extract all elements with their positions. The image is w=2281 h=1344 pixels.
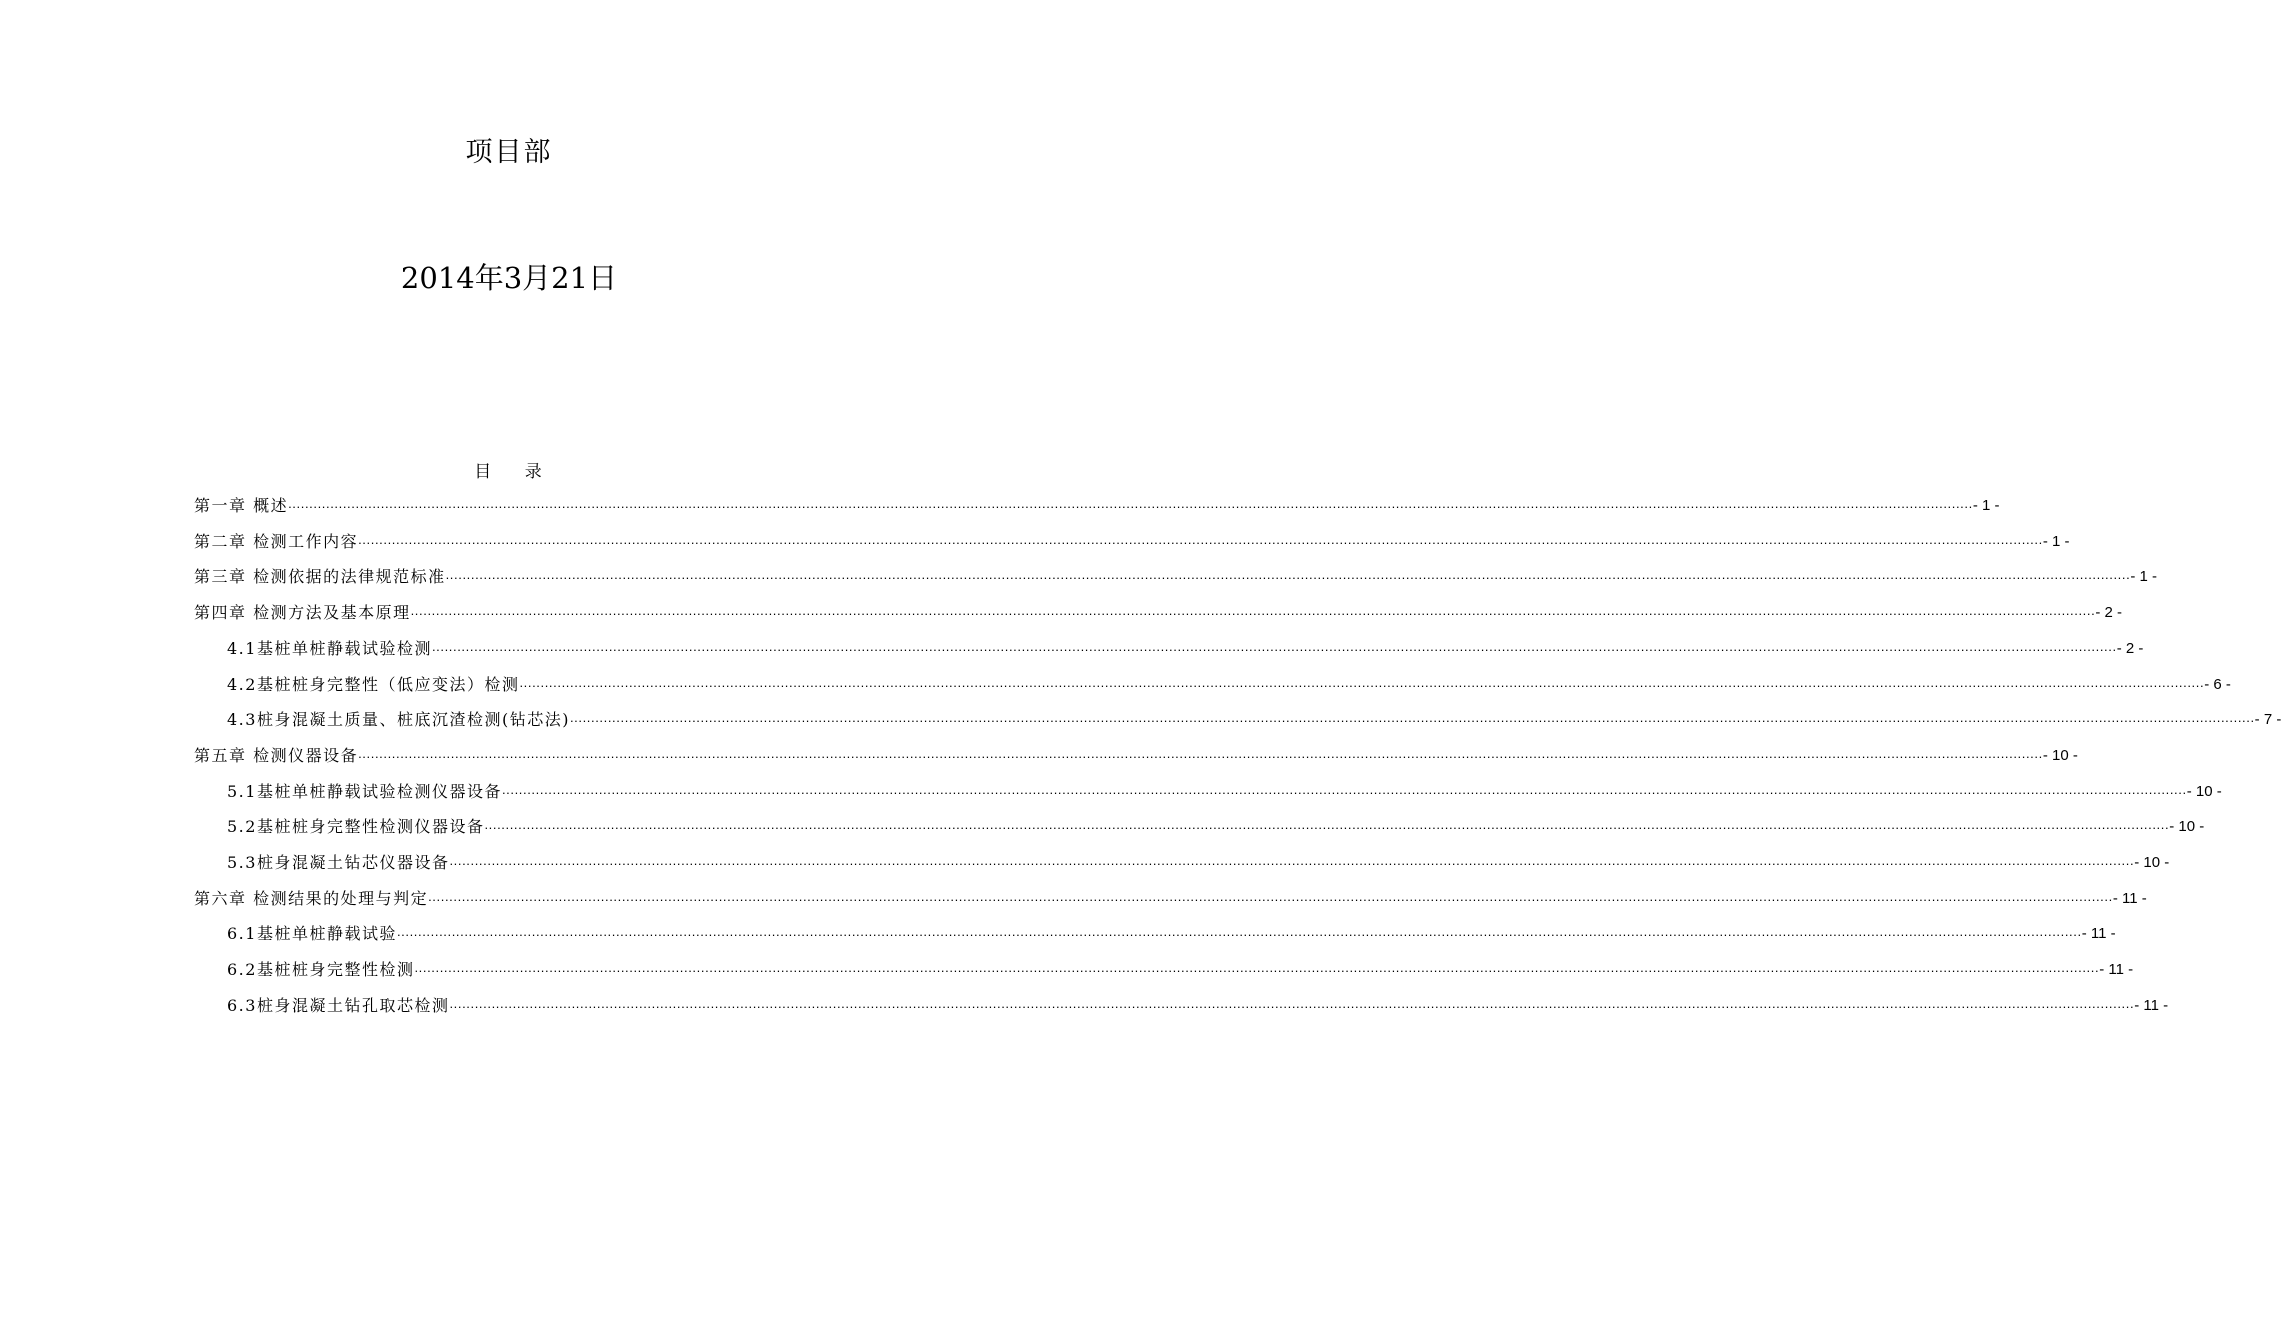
toc-entry-label: 第五章 检测仪器设备 [194,745,359,765]
toc-entry-page-number: - 10 - [2042,746,2078,764]
toc-entry-page-number: - 2 - [2095,604,2122,622]
toc-dot-leader: ................................................................................................................................................................................................................................................................................................................................................................................................................ [569,710,2255,726]
toc-entry-page-number: - 7 - [2254,711,2281,729]
toc-dot-leader: ................................................................................................................................................................................................................................................................................................................................................................................................................ [358,531,2043,547]
toc-entry[interactable] [194,881,2147,909]
toc-dot-leader: ................................................................................................................................................................................................................................................................................................................................................................................................................ [428,888,2113,904]
toc-entry-page-number: - 10 - [2134,854,2170,871]
toc-entry-page-number: - 10 - [2186,782,2222,800]
toc-dot-leader: ................................................................................................................................................................................................................................................................................................................................................................................................................ [449,853,2135,868]
toc-entry[interactable] [194,595,2122,623]
toc-entry-page-number: - 11 - [2134,996,2169,1014]
toc-entry[interactable] [194,559,2157,587]
toc-entry[interactable] [227,667,2231,695]
toc-dot-leader: ................................................................................................................................................................................................................................................................................................................................................................................................................ [396,924,2082,940]
toc-entry[interactable] [194,488,2000,516]
toc-entry-label: 第六章 检测结果的处理与判定 [194,888,429,908]
toc-entry-page-number: - 2 - [2116,639,2144,657]
toc-entry-page-number: - 1 - [2130,568,2157,586]
toc-entry-label: 6.1基桩单桩静载试验 [227,924,397,944]
toc-entry-label: 第一章 概述 [194,496,289,515]
toc-dot-leader: ................................................................................................................................................................................................................................................................................................................................................................................................................ [414,960,2100,976]
toc-entry[interactable] [227,916,2116,944]
toc-entry-page-number: - 10 - [2169,818,2205,836]
toc-entry-page-number: - 1 - [1972,497,2000,514]
toc-entry-label: 5.3桩身混凝土钻芯仪器设备 [227,853,450,872]
toc-entry[interactable] [227,809,2205,837]
toc-dot-leader: ................................................................................................................................................................................................................................................................................................................................................................................................................ [431,638,2117,654]
toc-entry-label: 5.1基桩单桩静载试验检测仪器设备 [227,781,502,801]
toc-entry[interactable] [227,988,2169,1016]
toc-entry-label: 第三章 检测依据的法律规范标准 [194,567,446,587]
toc-entry[interactable] [194,738,2078,766]
toc-entry-label: 4.1基桩单桩静载试验检测 [227,638,432,658]
toc-entry[interactable] [227,702,2281,730]
toc-entry-label: 4.3桩身混凝土质量、桩底沉渣检测(钻芯法) [227,710,570,730]
toc-dot-leader: ................................................................................................................................................................................................................................................................................................................................................................................................................ [449,995,2135,1011]
toc-entry-label: 6.2基桩桩身完整性检测 [227,960,415,980]
toc-entry-label: 5.2基桩桩身完整性检测仪器设备 [227,817,485,837]
toc-entry-page-number: - 11 - [2081,925,2116,943]
toc-entry-label: 4.2基桩桩身完整性（低应变法）检测 [227,674,520,694]
toc-dot-leader: ................................................................................................................................................................................................................................................................................................................................................................................................................ [358,745,2043,761]
toc-entry-label: 第二章 检测工作内容 [194,531,359,551]
toc-entry-label: 第四章 检测方法及基本原理 [194,603,411,623]
toc-dot-leader: ................................................................................................................................................................................................................................................................................................................................................................................................................ [410,603,2096,619]
cover-date: 2014年3月21日 [400,261,618,295]
toc-entry[interactable] [227,952,2134,980]
toc-dot-leader: ................................................................................................................................................................................................................................................................................................................................................................................................................ [484,817,2170,833]
toc-entry-page-number: - 6 - [2204,675,2231,693]
organization-title: 项目部 [465,137,553,168]
toc-entry-page-number: - 11 - [2099,961,2134,979]
toc-dot-leader: ................................................................................................................................................................................................................................................................................................................................................................................................................ [445,567,2131,583]
toc-dot-leader: ................................................................................................................................................................................................................................................................................................................................................................................................................ [501,781,2187,797]
toc-entry-label: 6.3桩身混凝土钻孔取芯检测 [227,995,450,1015]
toc-entry[interactable] [194,524,2070,552]
toc-entry-page-number: - 11 - [2112,889,2147,907]
toc-dot-leader: ................................................................................................................................................................................................................................................................................................................................................................................................................ [288,496,1973,511]
toc-title: 目 录 [474,462,556,482]
toc-entry-page-number: - 1 - [2042,532,2070,550]
toc-entry[interactable] [227,845,2170,873]
toc-dot-leader: ................................................................................................................................................................................................................................................................................................................................................................................................................ [519,674,2205,690]
toc-entry[interactable] [227,774,2222,802]
toc-entry[interactable] [227,631,2144,659]
